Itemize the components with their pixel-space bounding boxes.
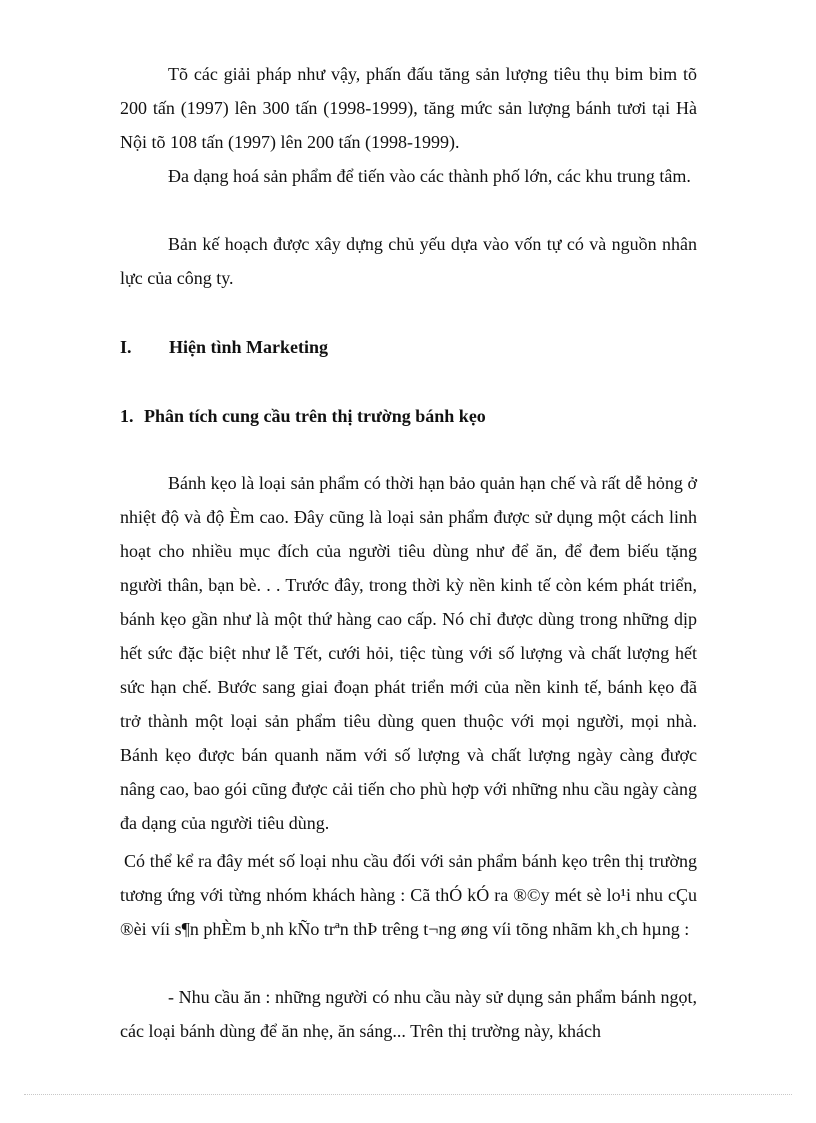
section-title: Hiện tình Marketing xyxy=(169,337,329,357)
paragraph-sales-targets: Tõ các giải pháp như vậy, phấn đấu tăng sản lượng tiêu thụ bim bim tõ 200 tấn (1997) lên 300 tấn (1998-1999), tăng mức sản lượng bánh tươi tại Hà Nội tõ 108 tấn (1997) lên 200 tấn (1998-1999). xyxy=(120,64,697,152)
paragraph-needs-intro: Có thể kể ra đây mét số loại nhu cầu đối với sản phẩm bánh kẹo trên thị trường tương ứng với từng nhóm khách hàng : Cã thÓ kÓ ra ®©y mét sè lo¹i nhu cÇu ®èi víi s¶n phÈm b¸nh kÑo trªn thÞ trêng t¬ng øng víi tõng nhãm kh¸ch hµng : xyxy=(120,851,697,939)
sub-heading-number: 1. xyxy=(120,406,134,426)
sub-heading xyxy=(120,399,697,433)
paragraph-need-eating: - Nhu cầu ăn : những người có nhu cầu này sử dụng sản phẩm bánh ngọt, các loại bánh dùng để ăn nhẹ, ăn sáng... Trên thị trường này, khách xyxy=(120,987,697,1041)
section-number: I. xyxy=(120,337,132,357)
paragraph-funding: Bản kế hoạch được xây dựng chủ yếu dựa vào vốn tự có và nguồn nhân lực của công ty. xyxy=(120,234,697,288)
paragraph-market-analysis: Bánh kẹo là loại sản phẩm có thời hạn bảo quản hạn chế và rất dễ hỏng ở nhiệt độ và độ Èm cao. Đây cũng là loại sản phẩm được sử dụng một cách linh hoạt cho nhiều mục đích của người tiêu dùng như để ăn, để đem biếu tặng người thân, bạn bè. . . Trước đây, trong thời kỳ nền kinh tế còn kém phát triển, bánh kẹo gần như là một thứ hàng cao cấp. Nó chỉ được dùng trong những dịp hết sức đặc biệt như lễ Tết, cưới hỏi, tiệc tùng với số lượng và chất lượng hết sức hạn chế. Bước sang giai đoạn phát triển mới của nền kinh tế, bánh kẹo đã trở thành một loại sản phẩm tiêu dùng quen thuộc với mọi người, mọi nhà. Bánh kẹo được bán quanh năm với số lượng và chất lượng ngày càng được nâng cao, bao gói cũng được cải tiến cho phù hợp với những nhu cầu ngày càng đa dạng của người tiêu dùng. xyxy=(120,473,697,833)
page-bottom-rule xyxy=(24,1094,792,1095)
sub-heading-title: Phân tích cung cầu trên thị trường bánh kẹo xyxy=(144,406,486,426)
paragraph-diversification: Đa dạng hoá sản phẩm để tiến vào các thành phố lớn, các khu trung tâm. xyxy=(168,166,691,186)
section-heading xyxy=(120,330,697,364)
